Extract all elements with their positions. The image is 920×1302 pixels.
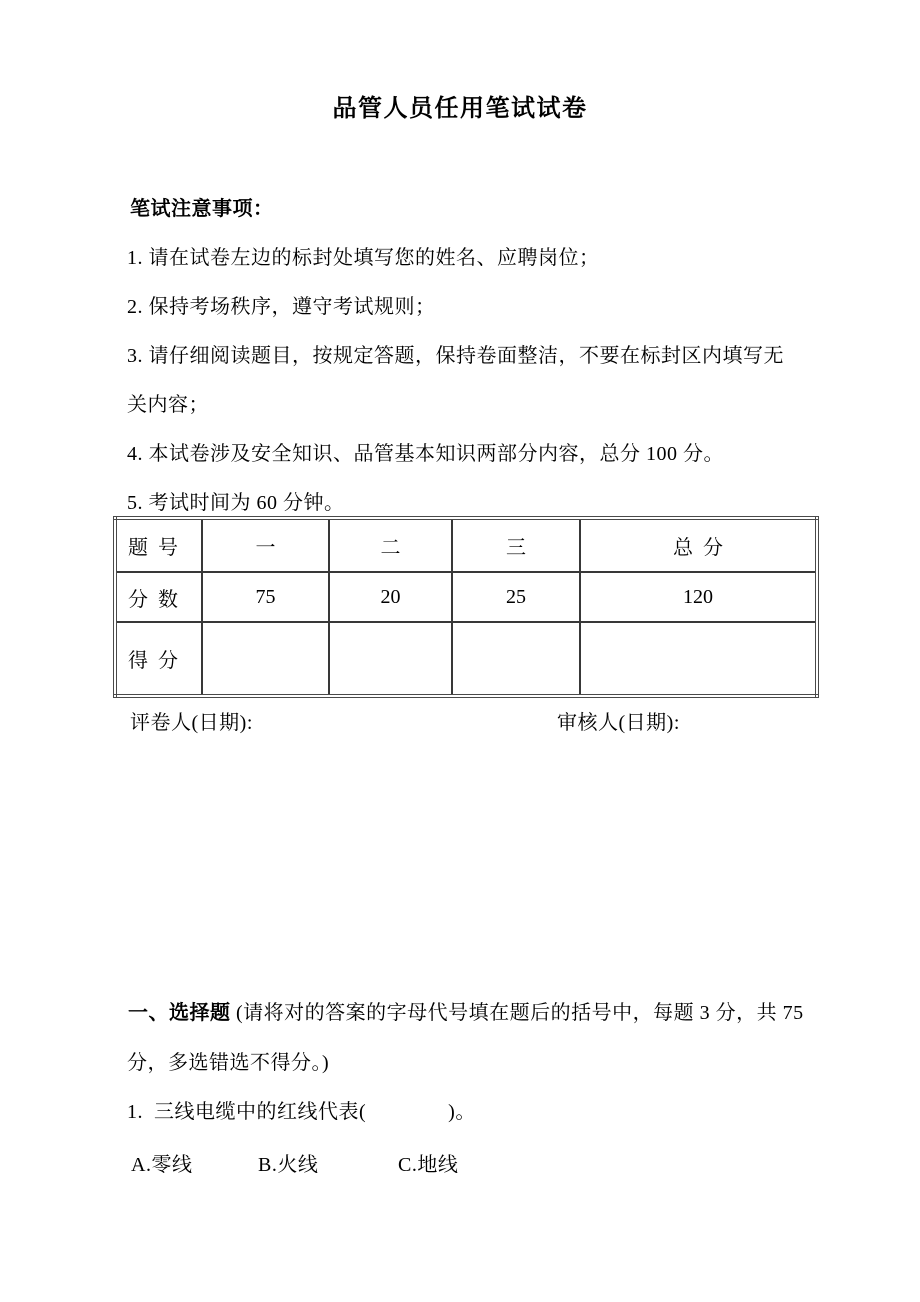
question-col-total: 总 分 [580,518,817,572]
page-title: 品管人员任用笔试试卷 [332,96,588,122]
grader-signature-label: 评卷人(日期): [130,712,253,734]
section-one-heading [128,999,804,1027]
points-col-3: 25 [452,572,580,622]
option-b: B.火线 [258,1154,319,1176]
note-line-2: 2. 保持考场秩序，遵守考试规则； [127,296,436,318]
note-line-4: 4. 本试卷涉及安全知识、品管基本知识两部分内容，总分 100 分。 [127,443,724,465]
note-line-1: 1. 请在试卷左边的标封处填写您的姓名、应聘岗位； [127,247,600,269]
points-col-2: 20 [329,572,452,622]
question-1-options [131,1148,731,1176]
section-one-heading-title: 一、选择题 [128,1002,231,1024]
question-col-3: 三 [452,518,580,572]
note-line-3: 3. 请仔细阅读题目，按规定答题，保持卷面整洁，不要在标封区内填写无 [127,345,784,367]
section-one-heading-line2: 分，多选错选不得分。) [127,1052,330,1074]
score-col-2 [329,622,452,696]
score-col-1 [202,622,329,696]
question-col-1: 一 [202,518,329,572]
question-col-2: 二 [329,518,452,572]
note-line-5: 5. 考试时间为 60 分钟。 [127,492,345,514]
score-table-row-points [115,572,817,622]
notes-heading: 笔试注意事项： [130,198,274,220]
row-label-points: 分 数 [115,572,202,622]
row-label-question-number: 题 号 [115,518,202,572]
score-table-row-question-number [115,518,817,572]
points-col-total: 120 [580,572,817,622]
score-table [113,516,819,698]
option-c: C.地线 [398,1154,459,1176]
points-col-1: 75 [202,572,329,622]
row-label-score: 得 分 [115,622,202,696]
score-col-3 [452,622,580,696]
note-line-3-continued: 关内容； [127,394,209,416]
option-a: A.零线 [131,1154,193,1176]
section-one-heading-instructions: (请将对的答案的字母代号填在题后的括号中，每题 3 分，共 75 [230,1002,804,1024]
score-col-total [580,622,817,696]
score-table-row-score [115,622,817,696]
reviewer-signature-label: 审核人(日期): [557,712,680,734]
question-1-text: 1. 三线电缆中的红线代表( )。 [127,1101,476,1123]
